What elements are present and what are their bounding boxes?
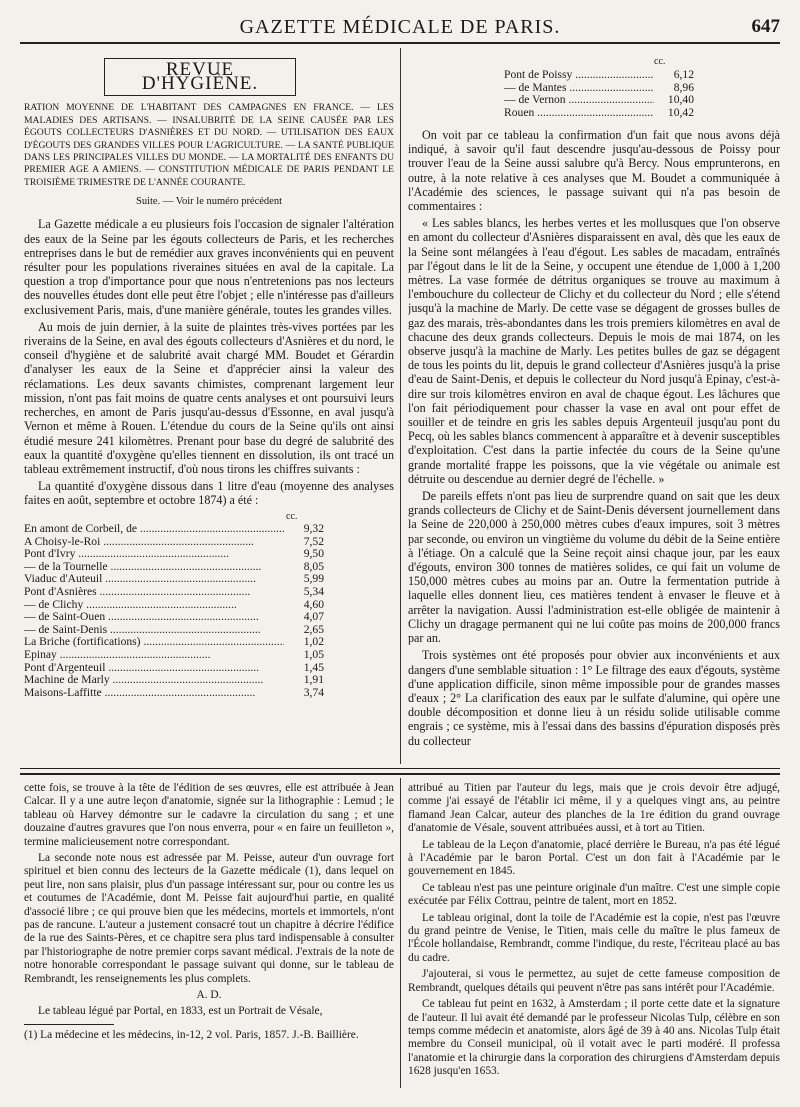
left-column [24,52,394,764]
oxygen-value: 4,07 [303,610,324,624]
paragraph: J'ajouterai, si vous le permettez, au sujet de cette fameuse composition de Rembrandt, quelques détails qui peuvent n'être pas sans intérêt pour l'Académie. [408,968,780,994]
table-row [504,107,780,120]
location-name: — de Mantes ..... [504,82,654,95]
quoted-passage: « Les sables blancs, les herbes vertes et les mollusques que l'on observe en amont du collecteur d'Asnières disparaissent en aval, dès que les eaux de la Seine sont mélangées à l'eau d'égout. Les sables de macadam, entraînés par l'égout dans le lit de la Seine, y occupent une étendue de 1,000 à 1,200 mètres. La vase formée de détritus organiques se trouve au maximum à l'embouchure du collecteur de Clichy et du collecteur du Nord ; elle s'étend jusqu'à la machine de Marly. De cette vase se dégagent de grosses bulles de gaz des marais, très-abondantes dans les trois premiers kilomètres en aval de chacune des deux grands collecteurs. Depuis le mois de mai 1874, on les observe jusqu'à la machine de Marly. Les petites bulles de gaz se dégagent de tous les points du lit, depuis le grand collecteur d'Asnières jusqu'à la prise d'eau de Saint-Denis, et depuis le collecteur du Nord jusqu'à Epinay, c'est-à-dire sur trois kilomètres environ en aval de chaque égout. Les lâchures que l'on fait périodiquement pour chasser la vase en aval ont pour effet de souiller et de teindre en gris les sables depuis Argenteuil jusqu'au pont du Pecq, où les sables blancs commencent à apparaître et à devenir susceptibles d'exploitation. C'est dans la partie infectée du cours de la Seine qu'une grande mortalité frappe les poissons, que la vie végétale ou animale est détruite ou descendue au dernier degré de l'échelle. » [408,216,780,486]
paragraph: Au mois de juin dernier, à la suite de plaintes très-vives portées par les riverains de la Seine, en aval des égouts collecteurs d'Asnières et du nord, le conseil d'hygiène et de salubrité avait chargé MM. Boudet et Gérardin d'analyser les eaux de la Seine et d'apprécier ainsi la valeur des réclamations. Les deux savants chimistes, comprenant largement leur mission, n'ont pas fait moins de quatre cents analyses et ont poursuivi leurs recherches, en amont de Paris jusqu'au-dessus d'Essonne, en aval jusqu'à Vernon et même à Rouen. L'étendue du cours de la Seine qu'ils ont ainsi étudié mesure 241 kilomètres. Prenant pour base du degré de salubrité des eaux la quantité d'oxygène qu'elles tiennent en dissolution, ils ont tracé un tableau extrêmement instructif, d'où nous tirons les chiffres suivants : [24,319,394,476]
feuilleton-rule-thick [20,773,780,775]
location-name: — de Clichy ..... [24,599,284,612]
table-rows [504,69,780,120]
oxygen-value: 5,99 [303,572,324,586]
column-divider [400,48,401,764]
right-column [408,52,780,764]
oxygen-value: 8,05 [303,559,324,573]
table-unit: cc. [286,510,298,522]
oxygen-value: 5,34 [303,585,324,599]
continuation-note: Suite. — Voir le numéro précédent [136,196,282,208]
paragraph: Le tableau de la Leçon d'anatomie, placé derrière le Bureau, n'a pas été légué à l'Académie par le baron Portal. C'est un don fait à l'Académie par le gouvernement en 1845. [408,838,780,878]
section-heading: REVUE D'HYGIÈNE. [104,58,296,96]
table-row [24,536,394,549]
paragraph: Le tableau légué par Portal, en 1833, est un Portrait de Vésale, [38,1004,323,1017]
footnote: (1) La médecine et les médecins, in-12, 2 vol. Paris, 1857. J.-B. Baillière. [24,1028,359,1041]
footnote-rule [24,1024,114,1025]
paragraph: La seconde note nous est adressée par M. Peisse, auteur d'un ouvrage fort spirituel et bien connu des lecteurs de la Gazette médicale (1), dans lequel on peut lire, non sans plaisir, plus d'un passage intéressant sur, pour ou contre les us et coutumes de l'Académie, dont M. Peisse fait aujourd'hui partie, en qualité d'associé libre ; ce qui prouve bien que les médecins, mortels et immortels, n'ont pas de rancune. L'auteur a justement consacré tout un chapitre à décrire l'édifice de la rue des Saints-Pères, et ce chapitre sera plus tard indispensable à consulter par l'historiographe de notre premier corps savant médical. J'extrais de la note de notre honorable correspondant le passage suivant qui donne, sur le tableau de Rembrandt, les renseignements les plus complets. [24,852,394,985]
paragraph: Ce tableau fut peint en 1632, à Amsterdam ; il porte cette date et la signature de l'auteur. Il lui avait été demandé par le professeur Nicolas Tulp, célèbre en son temps comme médecin et anatomiste, alors âgé de 39 à 40 ans. Nicolas Tulp était membre du Conseil municipal, où il votait avec le parti modéré. Il professa l'anatomie et la chirurgie dans la corporation des chirurgiens d'Amsterdam depuis 1628 jusqu'en 1653. [408,998,780,1078]
location-name: En amont de Corbeil, de ..... [24,523,284,536]
table-row [24,649,394,662]
table-row [24,674,394,687]
paragraph: Ce tableau n'est pas une peinture originale d'un maître. C'est une simple copie exécutée par Félix Cottrau, peintre de talent, mort en 1852. [408,881,780,908]
table-row [24,599,394,612]
paragraph: La Gazette médicale a eu plusieurs fois l'occasion de signaler l'altération des eaux de la Seine par les égouts collecteurs de Paris, et les recherches entreprises dans le but de remédier aux graves inconvénients qui en peuvent résulter pour les populations riveraines situées en aval de la capitale. La question a trop d'importance pour que nous n'entretenions pas nos lecteurs des nouvelles études dont elle peut être l'objet ; elle n'intéresse pas d'ailleurs exclusivement Paris, mais, d'une manière générale, toutes les grandes villes. [24,217,394,317]
oxygen-value: 9,32 [303,522,324,536]
location-name: Pont d'Argenteuil ..... [24,662,284,675]
table-row [504,94,780,107]
oxygen-value: 6,12 [673,67,694,81]
oxygen-value: 1,02 [303,635,324,649]
location-name: Maisons-Laffitte ..... [24,687,284,700]
paragraph: De pareils effets n'ont pas lieu de surprendre quand on sait que les deux grands collecteurs de Clichy et de Saint-Denis déversent journellement dans la Seine de 220,000 à 250,000 mètres cubes d'eaux impures, soit 3 mètres par seconde, ou environ un vingtième du volume du débit de la Seine entière à l'étiage. On a calculé que la Seine reçoit ainsi chaque jour, par les eaux d'égouts, environ 300 tonnes de matières solides, ce qui fait un volume de 150,000 mètres cubes au moins par an. Outre la fermentation putride à laquelle elles donnent lieu, ces matières tendent à envaser le fleuve et à arrêter la navigation. Aussi l'administration est-elle obligée de maintenir à Clichy un dragage permanent qui ne lui coûte pas moins de 200,000 francs par an. [408,489,780,646]
signature: A. D. [196,989,222,1002]
paragraph: attribué au Titien par l'auteur du legs, mais que je crois devoir être adjugé, comme j'ai essayé de l'établir ici même, il y a quelques vingt ans, au peintre flamand Jean Calcar, auteur des planches de la 1re édition du grand ouvrage d'anatomie de Vésale, souvent attribuées aussi, et à tort au Titien. [408,782,780,835]
location-name: Machine de Marly ..... [24,674,284,687]
section-summary: RATION MOYENNE DE L'HABITANT DES CAMPAGNES EN FRANCE. — LES MALADIES DES ARTISANS. — INSALUBRITÉ DE LA SEINE CAUSÉE PAR LES ÉGOUTS COLLECTEURS D'ASNIÈRES ET DU NORD. — UTILISATION DES EAUX D'ÉGOUTS DES GRANDES VILLES POUR L'AGRICULTURE. — LA SANTÉ PUBLIQUE DANS LES PRINCIPALES VILLES DU MONDE. — LA MORTALITÉ DES ENFANTS DU PREMIER AGE A AMIENS. — CONSTITUTION MÉDICALE DE PARIS PENDANT LE TROISIÈME TRIMESTRE DE L'ANNÉE COURANTE. [24,102,394,188]
location-name: — de Saint-Denis ..... [24,624,284,637]
table-row [24,636,394,649]
oxygen-table-continued [504,56,780,120]
table-row [24,611,394,624]
page-header [20,14,780,44]
oxygen-value: 1,05 [303,648,324,662]
paragraph: Le tableau original, dont la toile de l'Académie est la copie, n'est pas l'œuvre du grand peintre de Venise, le Titien, mais celle du maître le plus fameux de l'École hollandaise, Rembrandt, comme l'indique, du reste, l'écriteau placé au bas du cadre. [408,911,780,964]
location-name: Rouen ..... [504,107,654,120]
table-row [24,687,394,700]
feuilleton-rule [20,768,780,769]
oxygen-value: 1,91 [303,673,324,687]
location-name: Pont d'Ivry ..... [24,548,284,561]
paragraph: cette fois, se trouve à la tête de l'édition de ses œuvres, elle est attribuée à Jean Calcar. Il y a une autre leçon d'anatomie, signée sur la lithographie : Lemud ; le tableau où Harvey démontre sur le cadavre la circulation du sang ; et une douzaine d'autres gravures que l'on nous enverra, pour « en faire un feuilleton », termine malicieusement notre correspondant. [24,782,394,848]
location-name: Viaduc d'Auteuil ..... [24,573,284,586]
location-name: La Briche (fortifications) ..... [24,636,284,649]
table-row [504,69,780,82]
oxygen-value: 9,50 [303,547,324,561]
table-rows [24,523,394,699]
oxygen-value: 8,96 [673,80,694,94]
feuilleton-column-divider [400,778,401,1088]
feuilleton-left [24,782,394,1082]
location-name: Pont d'Asnières ..... [24,586,284,599]
oxygen-table [24,511,394,700]
oxygen-value: 4,60 [303,597,324,611]
table-row [24,548,394,561]
location-name: — de Vernon ..... [504,94,654,107]
oxygen-value: 10,42 [667,106,694,120]
oxygen-value: 10,40 [667,93,694,107]
location-name: A Choisy-le-Roi ..... [24,536,284,549]
location-name: — de la Tournelle ..... [24,561,284,574]
location-name: Pont de Poissy ..... [504,69,654,82]
table-row [24,662,394,675]
oxygen-value: 1,45 [303,660,324,674]
table-row [504,82,780,95]
table-row [24,586,394,599]
page-number: 647 [751,16,780,37]
paragraph: La quantité d'oxygène dissous dans 1 litre d'eau (moyenne des analyses faites en août, septembre et octobre 1874) a été : [24,479,394,508]
location-name: Epinay ..... [24,649,284,662]
paragraph: On voit par ce tableau la confirmation d'un fait que nous avons déjà indiqué, à savoir qu'il faut descendre jusqu'au-dessous de Poissy pour trouver l'eau de la Seine aussi salubre qu'à Bercy. Nous emprunterons, en outre, à la note relative à ces analyses que M. Boudet a communiquée à l'Académie des sciences, le passage suivant qui n'a pas besoin de commentaires : [408,127,780,213]
paragraph: Trois systèmes ont été proposés pour obvier aux inconvénients et aux dangers d'une semblable situation : 1° Le filtrage des eaux d'égouts, système d'une application difficile, sinon même impossible pour de grandes masses d'eaux ; 2° La clarification des eaux par le sulfate d'alumine, qui opère une double décomposition et donne lieu à un résidu solide utilisable comme engrais ; ce système, mis à l'essai dans des bassins d'épuration disposés près du collecteur [408,648,780,748]
journal-title: GAZETTE MÉDICALE DE PARIS. [239,16,561,38]
oxygen-value: 2,65 [303,622,324,636]
location-name: — de Saint-Ouen ..... [24,611,284,624]
oxygen-value: 3,74 [303,685,324,699]
table-row [24,523,394,536]
feuilleton-right [408,782,780,1092]
oxygen-value: 7,52 [303,534,324,548]
table-row [24,573,394,586]
table-unit: cc. [654,56,666,67]
table-row [24,624,394,637]
table-row [24,561,394,574]
